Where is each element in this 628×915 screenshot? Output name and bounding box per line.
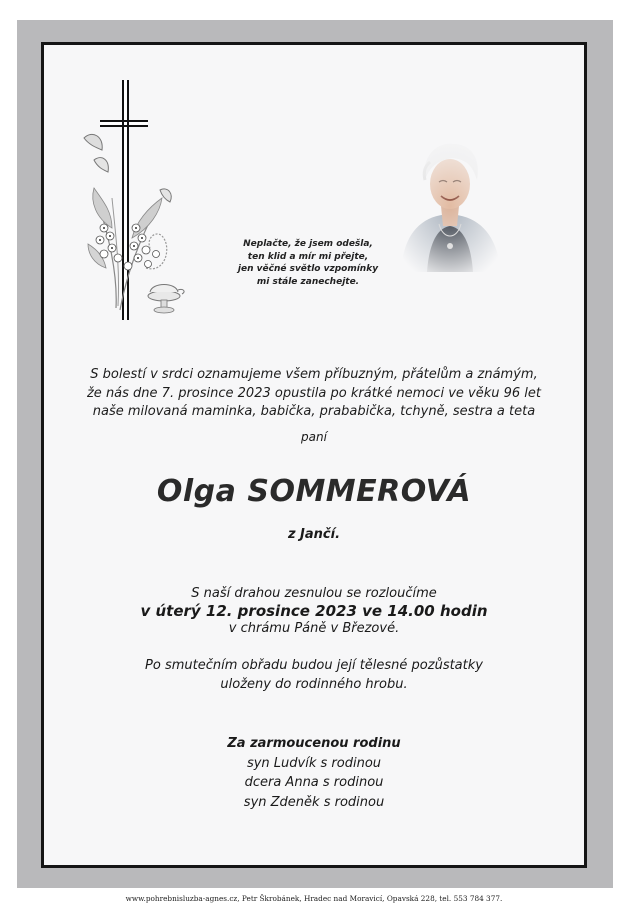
announcement-line: naše milovaná maminka, babička, prababička, tchyně, sestra a teta [92,404,536,419]
deceased-name: Olga SOMMEROVÁ [156,474,472,509]
cross-with-flowers-icon [76,78,186,323]
verse-line: Neplačte, že jsem odešla, [243,239,373,249]
announcement-text [60,366,568,422]
burial-line: Po smutečním obřadu budou její tělesné pozůstatky [145,658,483,673]
mourners-lead: Za zarmoucenou rodinu [227,736,401,751]
honorific: paní [301,430,327,444]
funeral-service-footer: www.pohrebnisluzba-agnes.cz, Petr Škrobánek, Hradec nad Moravicí, Opavská 228, tel. 553 784 377. [125,894,503,903]
burial-text [60,656,568,694]
verse-line: jen věčné světlo vzpomínky [237,264,379,275]
funeral-datetime: v úterý 12. prosince 2023 ve 14.00 hodin [140,602,488,620]
mourner-line: syn Zdeněk s rodinou [243,794,385,810]
funeral-intro: S naší drahou zesnulou se rozloučíme [191,586,437,601]
mourner-line: syn Ludvík s rodinou [246,755,382,771]
verse-line: mi stále zanechejte. [256,276,360,287]
funeral-place: v chrámu Páně v Březové. [228,621,400,636]
deceased-origin: z Jančí. [287,527,341,542]
mourners-list [60,734,568,812]
memorial-verse [228,238,388,288]
mourner-line: dcera Anna s rodinou [244,775,384,790]
burial-line: uloženy do rodinného hrobu. [220,677,408,692]
announcement-line: že nás dne 7. prosince 2023 opustila po krátké nemoci ve věku 96 let [86,385,541,401]
portrait-photo [397,140,503,272]
announcement-line: S bolestí v srdci oznamujeme všem příbuzným, přátelům a známým, [90,367,538,382]
verse-line: ten klid a mír mi přejte, [247,251,369,262]
